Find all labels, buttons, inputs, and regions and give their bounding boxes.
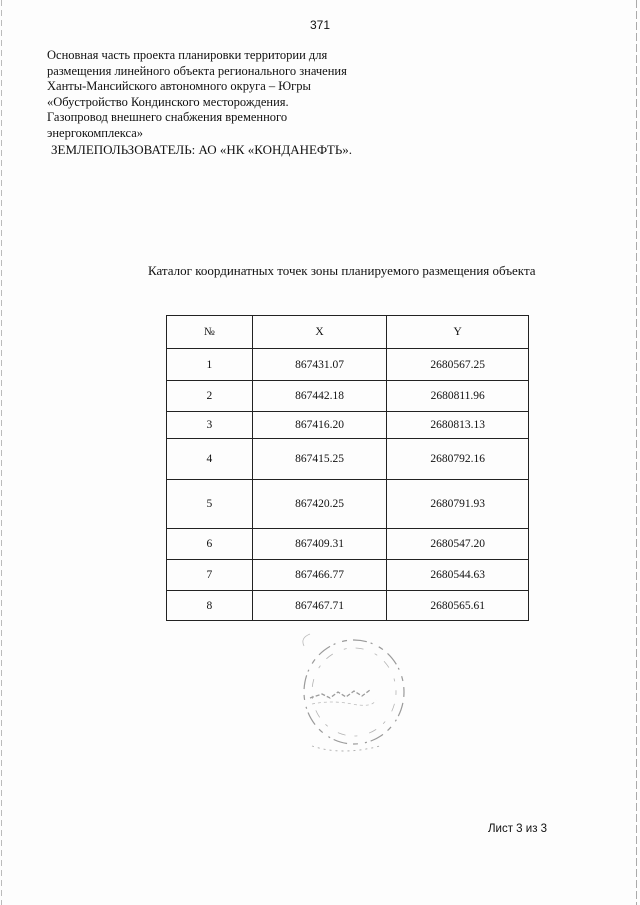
table-row bbox=[167, 480, 529, 529]
header-line: размещения линейного объекта регионального значения bbox=[47, 63, 347, 78]
header-line: Газопровод внешнего снабжения временного bbox=[47, 110, 288, 124]
cell-number: 5 bbox=[167, 480, 253, 529]
page-number: 371 bbox=[309, 18, 331, 32]
cell-number: 6 bbox=[167, 529, 253, 560]
table-row bbox=[167, 349, 529, 381]
cell-number: 3 bbox=[167, 412, 253, 439]
table-row bbox=[167, 560, 529, 591]
column-header-number: № bbox=[167, 316, 253, 349]
cell-x: 867415.25 bbox=[252, 439, 387, 480]
coordinates-table bbox=[166, 315, 529, 621]
cell-y: 2680565.61 bbox=[387, 591, 529, 621]
header-line: Ханты-Мансийского автономного округа – Югры bbox=[47, 79, 311, 93]
header-line: «Обустройство Кондинского месторождения. bbox=[47, 94, 289, 109]
cell-x: 867409.31 bbox=[252, 529, 387, 560]
cell-x: 867416.20 bbox=[252, 412, 387, 439]
cell-x: 867431.07 bbox=[252, 349, 387, 381]
sheet-number-label: Лист 3 из 3 bbox=[488, 823, 548, 835]
cell-number: 4 bbox=[167, 439, 253, 480]
catalog-title: Каталог координатных точек зоны планируемого размещения объекта bbox=[148, 263, 536, 278]
header-line: энергокомплекса» bbox=[47, 125, 144, 140]
table-row bbox=[167, 439, 529, 480]
cell-y: 2680547.20 bbox=[387, 529, 529, 560]
cell-y: 2680813.13 bbox=[387, 412, 529, 439]
cell-y: 2680567.25 bbox=[387, 349, 529, 381]
cell-number: 2 bbox=[167, 381, 253, 412]
cell-number: 8 bbox=[167, 591, 253, 621]
cell-x: 867466.77 bbox=[252, 560, 387, 591]
column-header-y: Y bbox=[387, 316, 529, 349]
cell-y: 2680792.16 bbox=[387, 439, 529, 480]
cell-y: 2680544.63 bbox=[387, 560, 529, 591]
column-header-x: X bbox=[252, 316, 387, 349]
faded-stamp bbox=[292, 628, 412, 758]
scan-edge-left bbox=[1, 0, 2, 905]
scan-edge-right bbox=[636, 0, 637, 905]
cell-number: 1 bbox=[167, 349, 253, 381]
cell-x: 867467.71 bbox=[252, 591, 387, 621]
cell-number: 7 bbox=[167, 560, 253, 591]
header-line: Основная часть проекта планировки территории для bbox=[47, 48, 328, 62]
table-row bbox=[167, 529, 529, 560]
cell-y: 2680811.96 bbox=[387, 381, 529, 412]
cell-y: 2680791.93 bbox=[387, 480, 529, 529]
project-header bbox=[47, 48, 377, 141]
table-row bbox=[167, 412, 529, 439]
cell-x: 867442.18 bbox=[252, 381, 387, 412]
table-header-row bbox=[167, 316, 529, 349]
cell-x: 867420.25 bbox=[252, 480, 387, 529]
table-row bbox=[167, 381, 529, 412]
table-row bbox=[167, 591, 529, 621]
land-user-line: ЗЕМЛЕПОЛЬЗОВАТЕЛЬ: АО «НК «КОНДАНЕФТЬ». bbox=[51, 142, 353, 157]
